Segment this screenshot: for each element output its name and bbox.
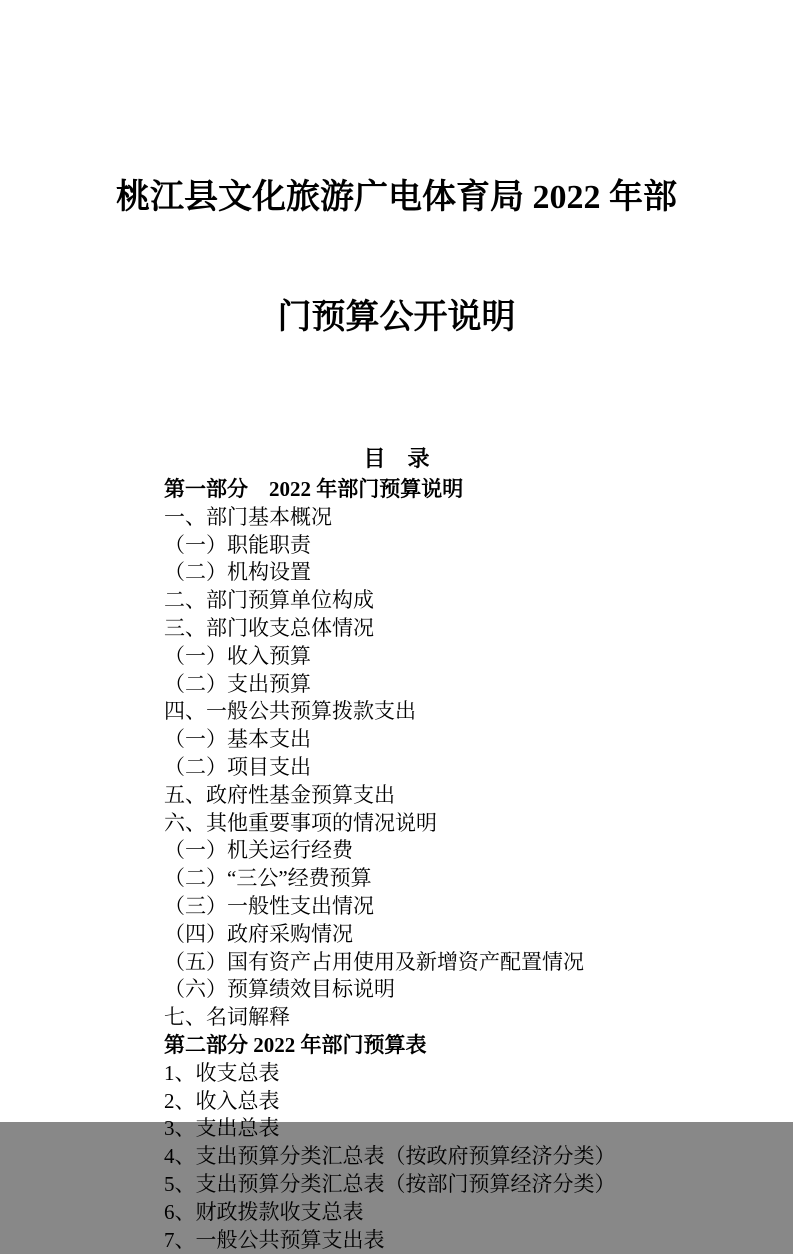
toc-item: 四、一般公共预算拨款支出: [164, 699, 416, 724]
toc-item: （六）预算绩效目标说明: [164, 977, 395, 1002]
toc-item: （三）一般性支出情况: [164, 893, 374, 918]
toc-item: 一、部门基本概况: [164, 504, 332, 529]
toc-item: （四）政府采购情况: [164, 921, 353, 946]
toc-section-heading-part2: 第二部分 2022 年部门预算表: [164, 1032, 427, 1057]
toc-item: （一）职能职责: [164, 532, 311, 557]
toc-list: [0, 476, 793, 1254]
toc-item: 六、其他重要事项的情况说明: [164, 810, 437, 835]
toc-item: （一）机关运行经费: [164, 838, 353, 863]
toc-item: 6、财政拨款收支总表: [164, 1199, 364, 1224]
toc-section-heading-part1: 第一部分 2022 年部门预算说明: [164, 477, 464, 501]
toc-item: （二）机构设置: [164, 560, 311, 585]
toc-item: 二、部门预算单位构成: [164, 588, 374, 613]
toc-item: 七、名词解释: [164, 1005, 290, 1030]
toc-item: （二）项目支出: [164, 754, 311, 779]
toc-item: 五、政府性基金预算支出: [164, 782, 395, 807]
toc-item: 3、支出总表: [164, 1116, 280, 1141]
toc-item: 4、支出预算分类汇总表（按政府预算经济分类）: [164, 1144, 616, 1169]
document-title: [88, 0, 705, 418]
document-title-line-1: 桃江县文化旅游广电体育局 2022 年部: [116, 179, 677, 216]
toc-item: （一）收入预算: [164, 643, 311, 668]
toc-item: 1、收支总表: [164, 1060, 280, 1085]
toc-item: （二）支出预算: [164, 671, 311, 696]
document-title-line-2: 门预算公开说明: [277, 299, 516, 336]
toc-item: （五）国有资产占用使用及新增资产配置情况: [164, 949, 584, 974]
toc-item: 三、部门收支总体情况: [164, 615, 374, 640]
toc-item: 5、支出预算分类汇总表（按部门预算经济分类）: [164, 1171, 616, 1196]
toc-heading: 目 录: [363, 446, 430, 471]
toc-item: （一）基本支出: [164, 727, 311, 752]
toc-item: 2、收入总表: [164, 1088, 280, 1113]
toc-item: 7、一般公共预算支出表: [164, 1227, 385, 1252]
toc-item: （二）“三公”经费预算: [164, 866, 372, 891]
